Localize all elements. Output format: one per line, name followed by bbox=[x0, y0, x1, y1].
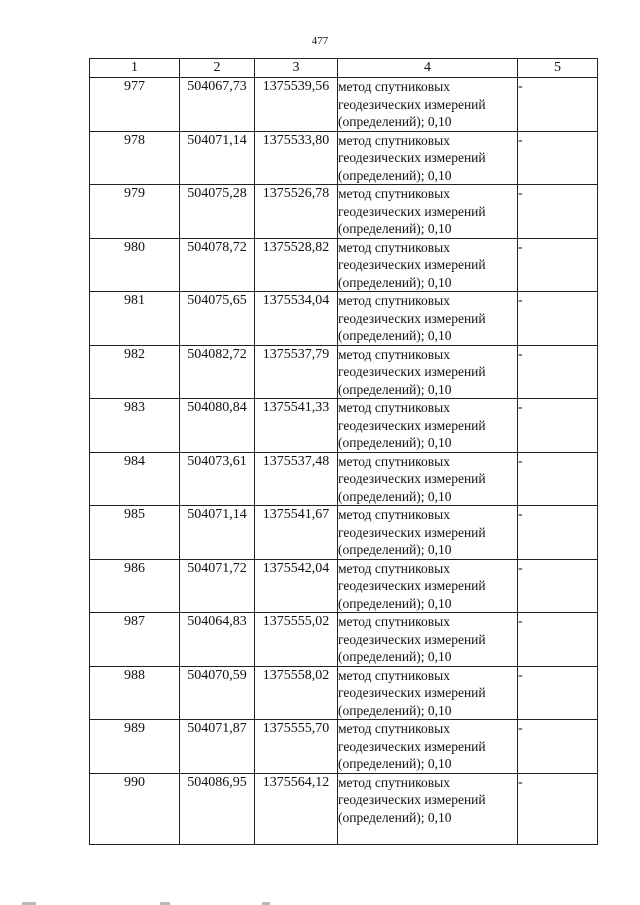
note-cell: - bbox=[518, 613, 598, 667]
method-line: геодезических измерений bbox=[338, 578, 486, 593]
method-line: геодезических измерений bbox=[338, 524, 486, 540]
table-row bbox=[90, 666, 598, 720]
table-row bbox=[90, 345, 598, 399]
note-cell: - bbox=[518, 559, 598, 613]
y-coordinate-cell: 1375541,67 bbox=[255, 506, 338, 560]
table-row bbox=[90, 452, 598, 506]
method-line: (определений); 0,10 bbox=[338, 702, 452, 718]
method-cell bbox=[338, 78, 518, 132]
method-cell bbox=[338, 452, 518, 506]
table-row bbox=[90, 131, 598, 185]
y-coordinate-cell: 1375533,80 bbox=[255, 131, 338, 185]
table-row bbox=[90, 292, 598, 346]
method-line: (определений); 0,10 bbox=[338, 649, 452, 664]
x-coordinate-cell: 504080,84 bbox=[180, 399, 255, 453]
note-cell: - bbox=[518, 399, 598, 453]
scan-edge-marks bbox=[0, 899, 640, 905]
x-coordinate-cell: 504071,14 bbox=[180, 506, 255, 560]
method-cell bbox=[338, 506, 518, 560]
method-cell bbox=[338, 185, 518, 239]
table-row bbox=[90, 773, 598, 844]
method-line: геодезических измерений bbox=[338, 685, 486, 700]
method-line: геодезических измерений bbox=[338, 203, 486, 219]
page-number: 477 bbox=[311, 35, 329, 47]
method-line: метод спутниковых bbox=[338, 346, 450, 362]
x-coordinate-cell: 504075,28 bbox=[180, 185, 255, 239]
method-line: (определений); 0,10 bbox=[338, 435, 452, 450]
method-line: геодезических измерений bbox=[338, 738, 486, 754]
method-line: геодезических измерений bbox=[338, 364, 486, 379]
note-cell: - bbox=[518, 666, 598, 720]
note-cell: - bbox=[518, 345, 598, 399]
method-line: (определений); 0,10 bbox=[338, 488, 452, 504]
note-cell: - bbox=[518, 185, 598, 239]
method-cell bbox=[338, 345, 518, 399]
method-line: геодезических измерений bbox=[338, 257, 486, 272]
point-number-cell: 979 bbox=[90, 185, 180, 239]
y-coordinate-cell: 1375537,79 bbox=[255, 345, 338, 399]
x-coordinate-cell: 504073,61 bbox=[180, 452, 255, 506]
table-header-row bbox=[90, 59, 598, 78]
method-line: геодезических измерений bbox=[338, 631, 486, 647]
method-line: метод спутниковых bbox=[338, 667, 450, 683]
point-number-cell: 989 bbox=[90, 720, 180, 774]
method-line: метод спутниковых bbox=[338, 400, 450, 415]
x-coordinate-cell: 504075,65 bbox=[180, 292, 255, 346]
y-coordinate-cell: 1375542,04 bbox=[255, 559, 338, 613]
method-line: метод спутниковых bbox=[338, 721, 450, 736]
method-line: геодезических измерений bbox=[338, 310, 486, 326]
x-coordinate-cell: 504064,83 bbox=[180, 613, 255, 667]
method-line: метод спутниковых bbox=[338, 186, 450, 201]
table-row bbox=[90, 613, 598, 667]
method-line: метод спутниковых bbox=[338, 774, 450, 790]
method-line: (определений); 0,10 bbox=[338, 381, 452, 397]
method-cell bbox=[338, 720, 518, 774]
point-number-cell: 978 bbox=[90, 131, 180, 185]
method-cell bbox=[338, 666, 518, 720]
method-cell bbox=[338, 613, 518, 667]
x-coordinate-cell: 504067,73 bbox=[180, 78, 255, 132]
point-number-cell: 985 bbox=[90, 506, 180, 560]
method-line: метод спутниковых bbox=[338, 293, 450, 308]
point-number-cell: 980 bbox=[90, 238, 180, 292]
method-line: метод спутниковых bbox=[338, 132, 450, 148]
header-col-3: 3 bbox=[255, 59, 338, 78]
note-cell: - bbox=[518, 292, 598, 346]
y-coordinate-cell: 1375528,82 bbox=[255, 238, 338, 292]
method-line: (определений); 0,10 bbox=[338, 809, 452, 825]
method-line: метод спутниковых bbox=[338, 614, 450, 629]
method-line: (определений); 0,10 bbox=[338, 221, 452, 236]
method-line: (определений); 0,10 bbox=[338, 328, 452, 343]
point-number-cell: 988 bbox=[90, 666, 180, 720]
method-line: метод спутниковых bbox=[338, 560, 450, 576]
method-line: (определений); 0,10 bbox=[338, 114, 452, 129]
header-col-2: 2 bbox=[180, 59, 255, 78]
method-line: (определений); 0,10 bbox=[338, 595, 452, 611]
method-line: метод спутниковых bbox=[338, 453, 450, 469]
y-coordinate-cell: 1375558,02 bbox=[255, 666, 338, 720]
note-cell: - bbox=[518, 452, 598, 506]
note-cell: - bbox=[518, 506, 598, 560]
method-line: геодезических измерений bbox=[338, 417, 486, 433]
header-col-1: 1 bbox=[90, 59, 180, 78]
point-number-cell: 977 bbox=[90, 78, 180, 132]
table-row bbox=[90, 559, 598, 613]
note-cell: - bbox=[518, 773, 598, 844]
point-number-cell: 987 bbox=[90, 613, 180, 667]
table-row bbox=[90, 185, 598, 239]
header-col-4: 4 bbox=[338, 59, 518, 78]
method-cell bbox=[338, 131, 518, 185]
x-coordinate-cell: 504078,72 bbox=[180, 238, 255, 292]
x-coordinate-cell: 504082,72 bbox=[180, 345, 255, 399]
method-line: (определений); 0,10 bbox=[338, 274, 452, 290]
method-line: геодезических измерений bbox=[338, 471, 486, 486]
method-cell bbox=[338, 773, 518, 844]
method-line: (определений); 0,10 bbox=[338, 542, 452, 557]
y-coordinate-cell: 1375526,78 bbox=[255, 185, 338, 239]
method-line: (определений); 0,10 bbox=[338, 167, 452, 183]
point-number-cell: 981 bbox=[90, 292, 180, 346]
method-cell bbox=[338, 399, 518, 453]
table-row bbox=[90, 506, 598, 560]
note-cell: - bbox=[518, 78, 598, 132]
method-line: метод спутниковых bbox=[338, 79, 450, 94]
method-line: геодезических измерений bbox=[338, 150, 486, 165]
table-row bbox=[90, 720, 598, 774]
y-coordinate-cell: 1375555,70 bbox=[255, 720, 338, 774]
y-coordinate-cell: 1375564,12 bbox=[255, 773, 338, 844]
x-coordinate-cell: 504070,59 bbox=[180, 666, 255, 720]
method-cell bbox=[338, 292, 518, 346]
y-coordinate-cell: 1375534,04 bbox=[255, 292, 338, 346]
point-number-cell: 990 bbox=[90, 773, 180, 844]
method-line: метод спутниковых bbox=[338, 507, 450, 522]
table-body bbox=[90, 78, 598, 845]
x-coordinate-cell: 504071,72 bbox=[180, 559, 255, 613]
method-cell bbox=[338, 238, 518, 292]
x-coordinate-cell: 504071,14 bbox=[180, 131, 255, 185]
point-number-cell: 983 bbox=[90, 399, 180, 453]
note-cell: - bbox=[518, 238, 598, 292]
method-line: метод спутниковых bbox=[338, 239, 450, 255]
method-line: геодезических измерений bbox=[338, 96, 486, 112]
y-coordinate-cell: 1375539,56 bbox=[255, 78, 338, 132]
method-line: геодезических измерений bbox=[338, 792, 486, 807]
method-cell bbox=[338, 559, 518, 613]
point-number-cell: 982 bbox=[90, 345, 180, 399]
table-row bbox=[90, 238, 598, 292]
y-coordinate-cell: 1375555,02 bbox=[255, 613, 338, 667]
note-cell: - bbox=[518, 720, 598, 774]
note-cell: - bbox=[518, 131, 598, 185]
header-col-5: 5 bbox=[518, 59, 598, 78]
x-coordinate-cell: 504086,95 bbox=[180, 773, 255, 844]
method-line: (определений); 0,10 bbox=[338, 756, 452, 771]
point-number-cell: 986 bbox=[90, 559, 180, 613]
table-row bbox=[90, 399, 598, 453]
y-coordinate-cell: 1375537,48 bbox=[255, 452, 338, 506]
coordinates-table bbox=[89, 58, 598, 845]
x-coordinate-cell: 504071,87 bbox=[180, 720, 255, 774]
table-row bbox=[90, 78, 598, 132]
point-number-cell: 984 bbox=[90, 452, 180, 506]
y-coordinate-cell: 1375541,33 bbox=[255, 399, 338, 453]
